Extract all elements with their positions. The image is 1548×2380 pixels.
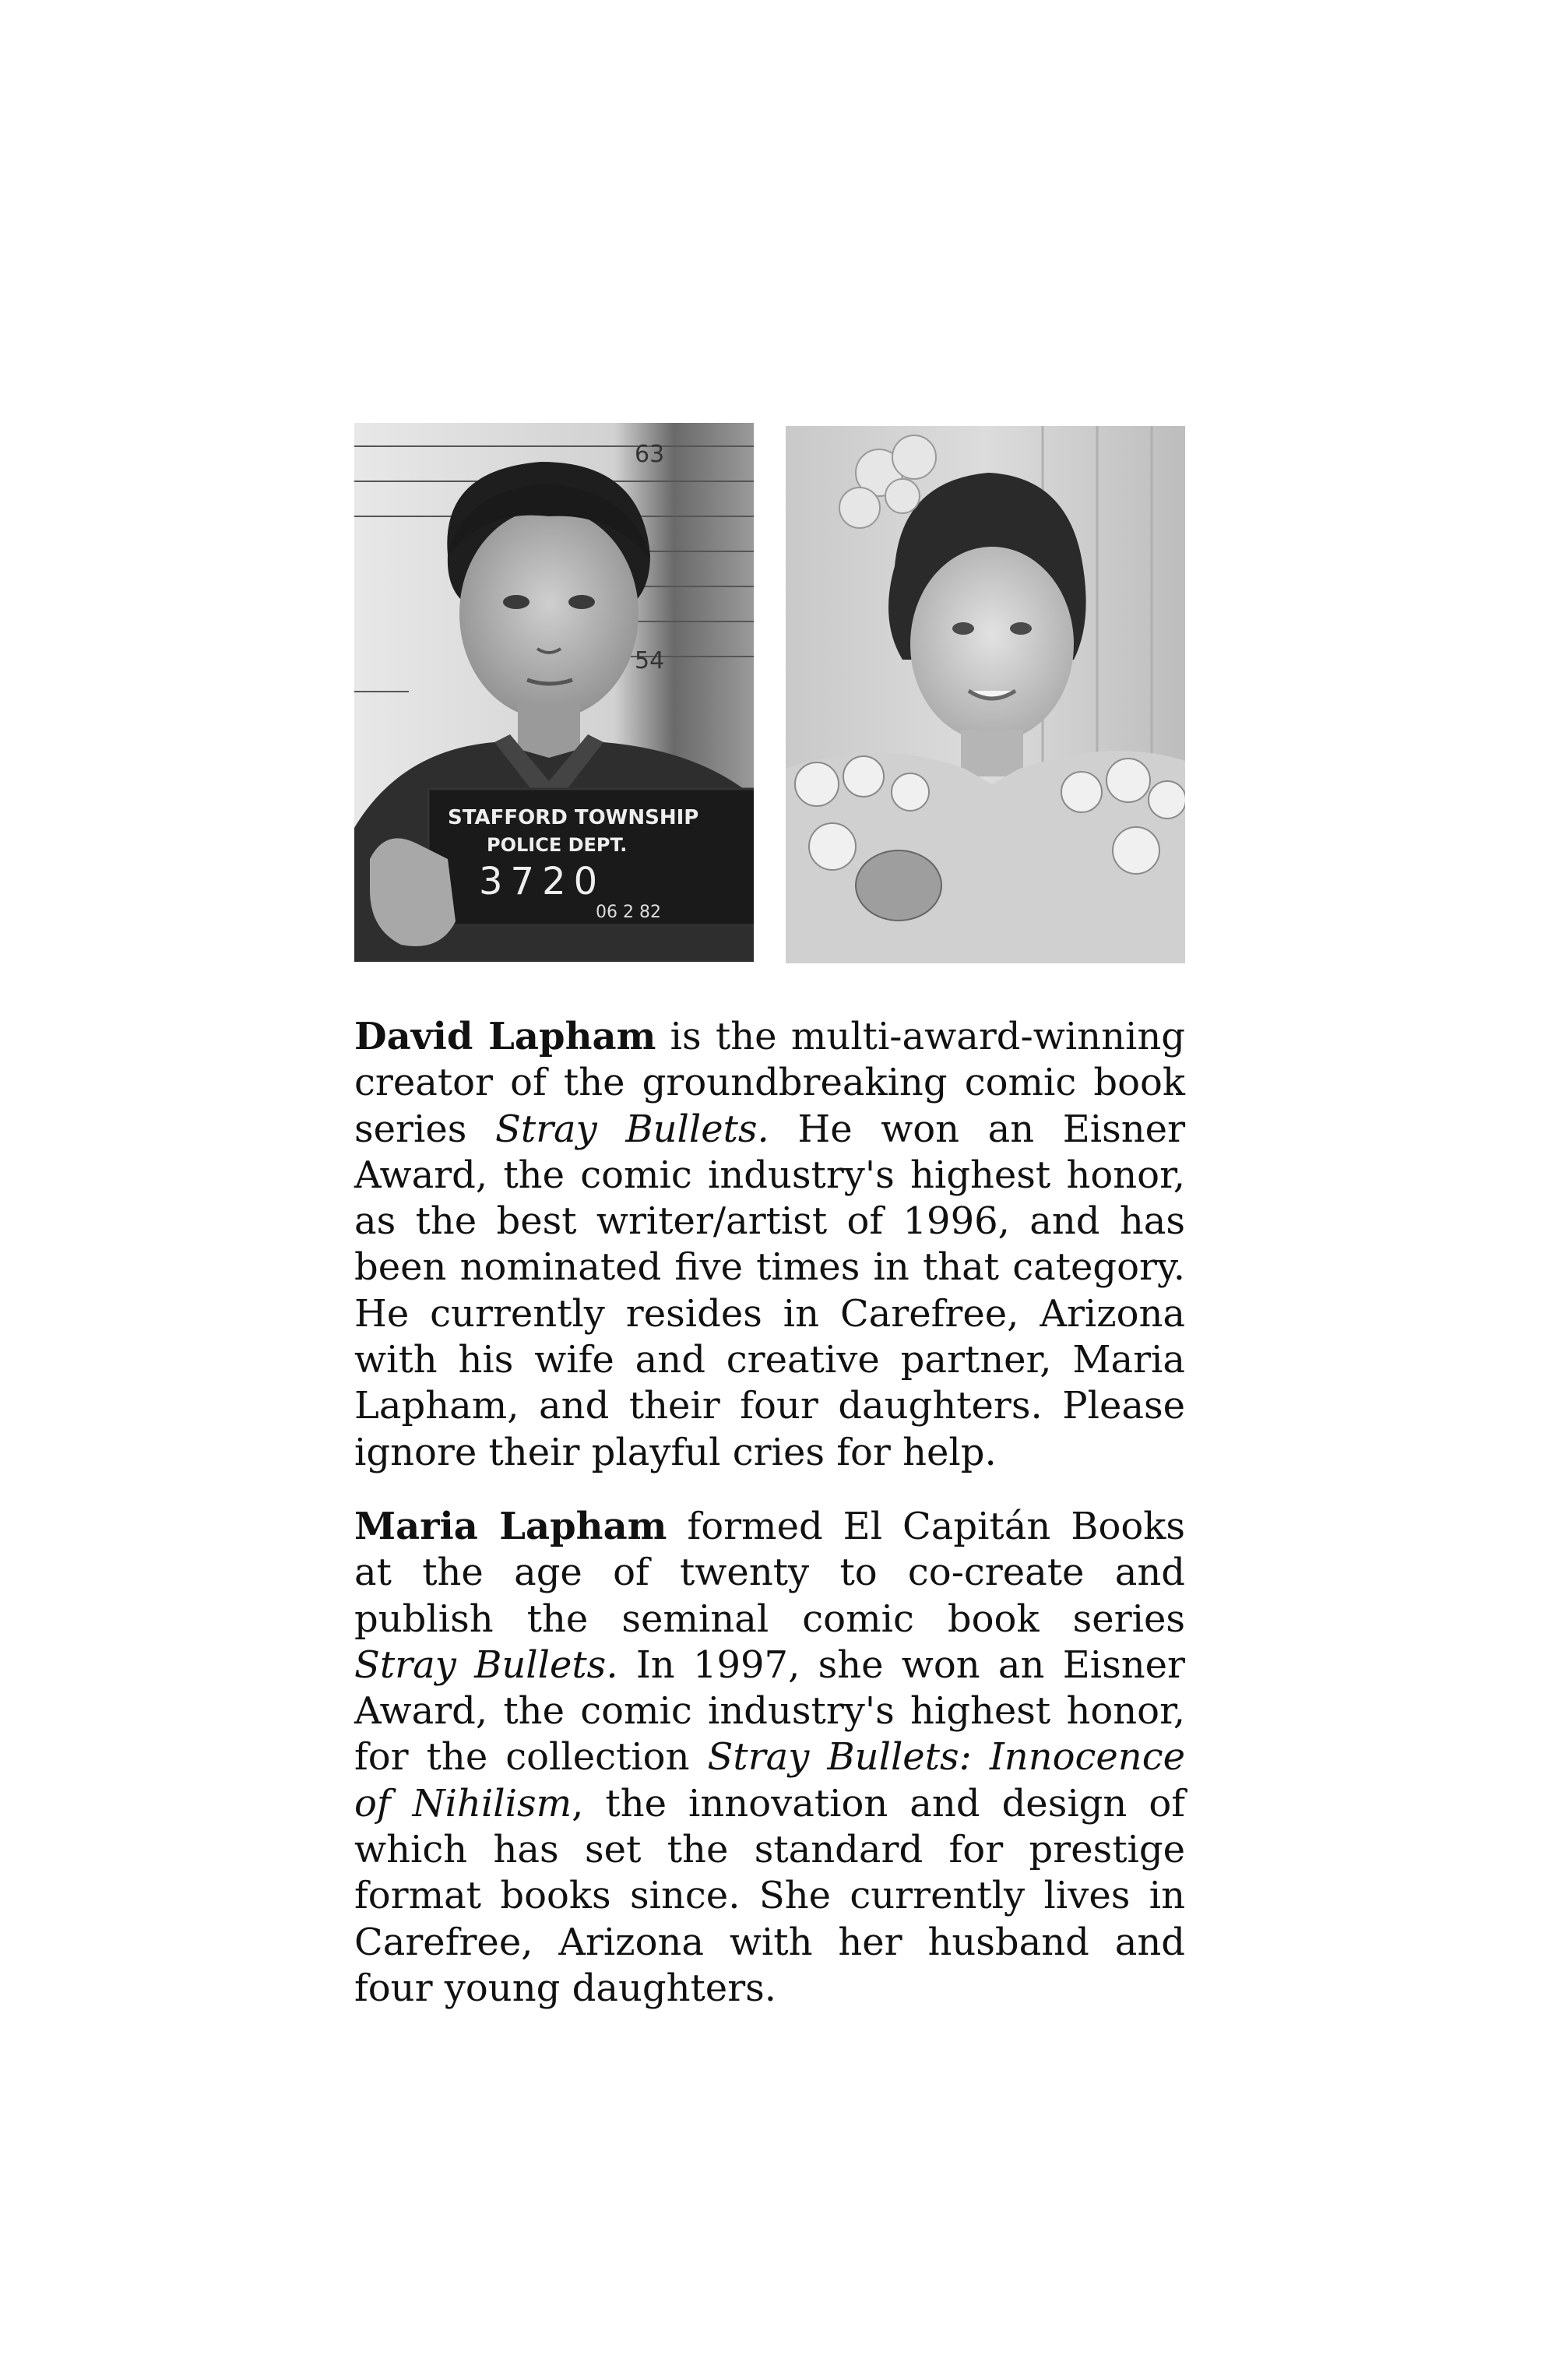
book-title-stray-bullets: Stray Bullets. [494,1107,769,1151]
height-mark-54: 54 [635,647,665,674]
sign-number: 3720 [479,860,606,903]
book-title-innocence-of-nihilism: Stray Bullets: Innocence of Nihilism [354,1735,1186,1825]
author-name-david: David Lapham [354,1015,656,1058]
sign-line-2: POLICE DEPT. [487,834,628,856]
height-mark-63: 63 [635,441,665,468]
bio-maria-text-2: In 1997, she won an Eisner Award, the comic industry's highest honor, for the collection [354,1642,1185,1780]
bio-david-text-1: is the multi-award-winning creator of the groundbreaking comic book series [354,1015,1185,1151]
sign-line-1: STAFFORD TOWNSHIP [448,806,699,829]
bio-maria-text-3: , the innovation and design of which has set the standard for prestige format books since. She currently lives in Carefree, Arizona with her husband and four young daughters. [354,1781,1185,2010]
sign-date: 06 2 82 [596,903,661,922]
author-name-maria: Maria Lapham [354,1505,667,1548]
portrait-image [786,426,1185,963]
mugshot-image [354,423,754,962]
book-title-stray-bullets-2: Stray Bullets. [354,1642,618,1687]
bio-maria [354,1504,1185,2012]
david-lapham-photo [354,423,754,962]
bio-david [354,1014,1185,1476]
maria-lapham-photo [786,426,1185,963]
bio-maria-text-1: formed El Capitán Books at the age of twenty to co-create and publish the seminal comic book series [354,1505,1185,1641]
bio-david-text-2: He won an Eisner Award, the comic industry's highest honor, as the best writer/artist of 1996, and has been nominated five times in that category. He currently resides in Carefree, Arizona with his wife and creative partner, Maria Lapham, and their four daughters. Please ignore their playful cries for help. [354,1107,1186,1474]
